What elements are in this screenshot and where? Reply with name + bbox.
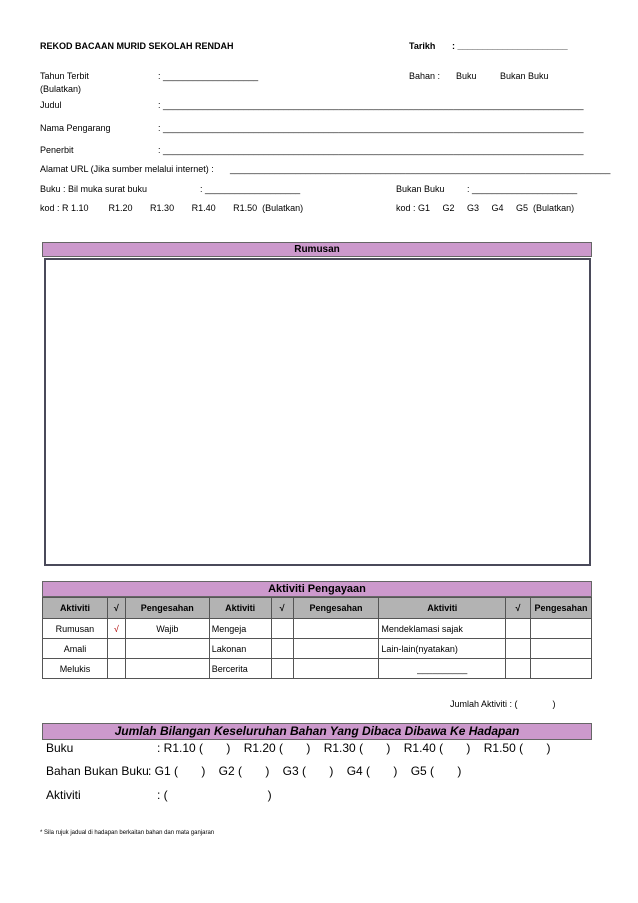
- verification-cell[interactable]: Wajib: [125, 619, 209, 639]
- verification-cell[interactable]: [530, 639, 591, 659]
- activities-header-row: [43, 598, 592, 619]
- verification-cell[interactable]: [530, 659, 591, 679]
- check-cell[interactable]: [271, 659, 293, 679]
- check-cell[interactable]: [506, 659, 531, 679]
- totals-book-values[interactable]: : R1.10 ( ) R1.20 ( ) R1.30 ( ) R1.40 ( ) R1.50 ( ): [157, 741, 551, 755]
- activity-cell: Bercerita: [209, 659, 271, 679]
- totals-heading: Jumlah Bilangan Keseluruhan Bahan Yang Dibaca Dibawa Ke Hadapan: [42, 723, 592, 740]
- col-verification: Pengesahan: [530, 598, 591, 619]
- author-label: Nama Pengarang: [40, 123, 111, 133]
- verification-cell[interactable]: [125, 659, 209, 679]
- col-check: √: [506, 598, 531, 619]
- check-cell[interactable]: √: [107, 619, 125, 639]
- totals-book-label: Buku: [46, 741, 74, 755]
- check-cell[interactable]: [271, 639, 293, 659]
- author-field[interactable]: : ____________________________________________________________________________________: [158, 123, 584, 133]
- nonbook-field[interactable]: : _____________________: [467, 184, 578, 194]
- activity-cell: Lakonan: [209, 639, 271, 659]
- year-field[interactable]: : ___________________: [158, 71, 259, 81]
- col-activity: Aktiviti: [43, 598, 108, 619]
- check-cell[interactable]: [506, 619, 531, 639]
- publisher-field[interactable]: : ____________________________________________________________________________________: [158, 145, 584, 155]
- col-verification: Pengesahan: [125, 598, 209, 619]
- material-label: Bahan :: [409, 71, 441, 81]
- col-check: √: [271, 598, 293, 619]
- activity-total[interactable]: Jumlah Aktiviti : ( ): [450, 699, 556, 709]
- activity-cell: Lain-lain(nyatakan): [379, 639, 506, 659]
- check-cell[interactable]: [107, 659, 125, 679]
- totals-nonbook-label: Bahan Bukan Buku: [46, 764, 149, 778]
- year-sublabel: (Bulatkan): [40, 84, 82, 94]
- verification-cell[interactable]: [293, 639, 379, 659]
- verification-cell[interactable]: [125, 639, 209, 659]
- url-label: Alamat URL (Jika sumber melalui internet) :: [40, 164, 214, 174]
- title-label: Judul: [40, 100, 62, 110]
- publisher-label: Penerbit: [40, 145, 74, 155]
- summary-heading: Rumusan: [42, 242, 592, 257]
- activity-cell: Amali: [43, 639, 108, 659]
- nonbook-codes[interactable]: kod : G1 G2 G3 G4 G5 (Bulatkan): [396, 203, 575, 213]
- col-activity: Aktiviti: [209, 598, 271, 619]
- book-codes[interactable]: kod : R 1.10 R1.20 R1.30 R1.40 R1.50 (Bulatkan): [40, 203, 304, 213]
- col-verification: Pengesahan: [293, 598, 379, 619]
- totals-activity-label: Aktiviti: [46, 788, 81, 802]
- table-row: [43, 619, 592, 639]
- page-title: REKOD BACAAN MURID SEKOLAH RENDAH: [40, 41, 234, 51]
- summary-textbox[interactable]: [44, 258, 591, 566]
- activities-table: [42, 597, 592, 679]
- activity-cell: Mendeklamasi sajak: [379, 619, 506, 639]
- col-check: √: [107, 598, 125, 619]
- date-field[interactable]: : ______________________: [452, 41, 568, 51]
- activities-heading: Aktiviti Pengayaan: [42, 581, 592, 597]
- col-activity: Aktiviti: [379, 598, 506, 619]
- verification-cell[interactable]: [293, 659, 379, 679]
- footnote: * Sila rujuk jadual di hadapan berkaitan bahan dan mata ganjaran: [40, 830, 215, 836]
- date-label: Tarikh: [409, 41, 436, 51]
- url-field[interactable]: ____________________________________________________________________________: [230, 164, 611, 174]
- title-field[interactable]: : ____________________________________________________________________________________: [158, 100, 584, 110]
- book-pages-field[interactable]: : ___________________: [200, 184, 301, 194]
- verification-cell[interactable]: [530, 619, 591, 639]
- check-cell[interactable]: [506, 639, 531, 659]
- table-row: [43, 659, 592, 679]
- activity-cell: Rumusan: [43, 619, 108, 639]
- activity-cell: Melukis: [43, 659, 108, 679]
- material-option-nonbook[interactable]: Bukan Buku: [500, 71, 549, 81]
- nonbook-label: Bukan Buku: [396, 184, 445, 194]
- table-row: [43, 639, 592, 659]
- activity-cell: Mengeja: [209, 619, 271, 639]
- check-cell[interactable]: [271, 619, 293, 639]
- other-activity-field[interactable]: __________: [379, 659, 506, 679]
- material-option-book[interactable]: Buku: [456, 71, 477, 81]
- check-cell[interactable]: [107, 639, 125, 659]
- verification-cell[interactable]: [293, 619, 379, 639]
- book-pages-label: Buku : Bil muka surat buku: [40, 184, 148, 194]
- totals-nonbook-values[interactable]: : G1 ( ) G2 ( ) G3 ( ) G4 ( ) G5 ( ): [148, 764, 462, 778]
- totals-activity-value[interactable]: : ( ): [157, 788, 272, 802]
- year-label: Tahun Terbit: [40, 71, 89, 81]
